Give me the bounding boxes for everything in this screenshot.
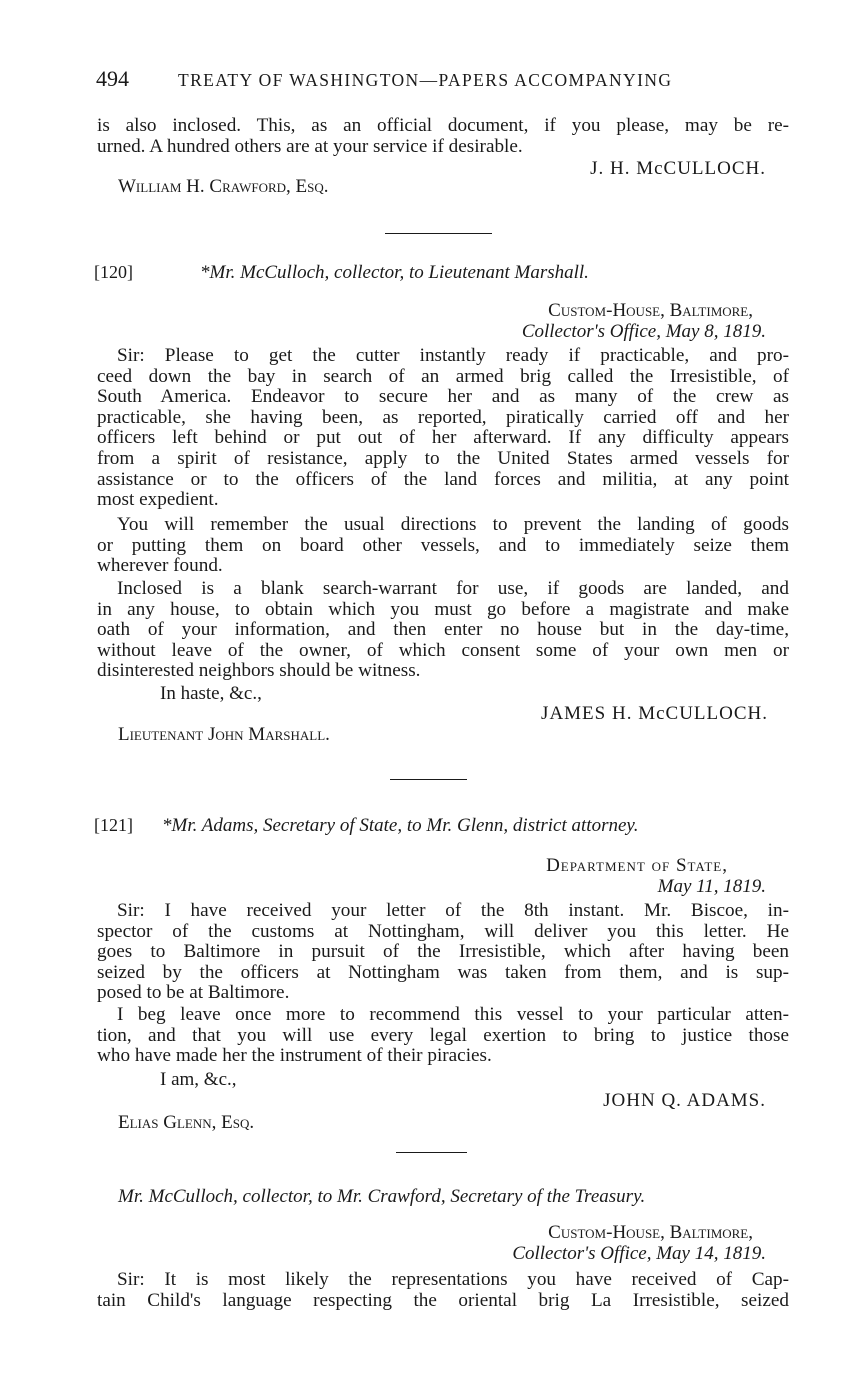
text-line: goes to Baltimore in pursuit of the Irresistible, which after having been — [97, 941, 789, 963]
text-line: practicable, she having been, as reported, piratically carried off and her — [97, 406, 789, 428]
text-line: South America. Endeavor to secure her and as many of the crew as — [97, 386, 789, 408]
text-line: disinterested neighbors should be witness. — [97, 660, 421, 682]
text-line: officers left behind or put out of her afterward. If any difficulty appears — [97, 427, 789, 449]
addressee: Lieutenant John Marshall. — [118, 724, 330, 745]
text-line: I beg leave once more to recommend this vessel to your particular atten- — [117, 1004, 789, 1025]
letter-title: *Mr. Adams, Secretary of State, to Mr. Glenn, district attorney. — [162, 815, 639, 836]
closing: I am, &c., — [160, 1069, 237, 1090]
text-line: wherever found. — [97, 555, 223, 577]
text-line: posed to be at Baltimore. — [97, 982, 290, 1004]
signature: JOHN Q. ADAMS. — [603, 1090, 766, 1111]
text-line: oath of your information, and then enter no house but in the day-time, — [97, 619, 789, 641]
text-line: Sir: It is most likely the representations you have received of Cap- — [117, 1269, 789, 1290]
letter-paragraph — [97, 1270, 789, 1311]
text-line: is also inclosed. This, as an official document, if you please, may be re- — [97, 115, 789, 136]
letter-date: May 11, 1819. — [657, 876, 766, 897]
text-line: most expedient. — [97, 489, 219, 511]
opening-paragraph — [97, 116, 789, 157]
section-divider — [390, 779, 467, 780]
section-divider — [396, 1152, 467, 1153]
text-line: ceed down the bay in search of an armed brig called the Irresistible, of — [97, 365, 789, 387]
text-line: without leave of the owner, of which consent some of your own men or — [97, 639, 789, 661]
text-line: urned. A hundred others are at your service if desirable. — [97, 135, 523, 157]
signature: JAMES H. McCULLOCH. — [541, 703, 768, 724]
text-line: Sir: Please to get the cutter instantly ready if practicable, and pro- — [117, 345, 789, 366]
text-line: tion, and that you will use every legal exertion to bring to justice those — [97, 1024, 789, 1046]
text-line: assistance or to the officers of the land forces and militia, at any point — [97, 468, 789, 490]
text-line: from a spirit of resistance, apply to the United States armed vessels for — [97, 447, 789, 469]
document-reference: [120] — [94, 262, 133, 282]
letter-paragraph — [97, 1005, 789, 1067]
text-line: seized by the officers at Nottingham was taken from them, and is sup- — [97, 961, 789, 983]
letter-paragraph — [97, 579, 789, 682]
letter-paragraph — [97, 515, 789, 577]
letter-place: Department of State, — [546, 855, 728, 876]
text-line: tain Child's language respecting the oriental brig La Irresistible, seized — [97, 1289, 789, 1311]
closing: In haste, &c., — [160, 683, 262, 704]
section-divider — [385, 233, 492, 234]
letter-place: Custom-House, Baltimore, — [548, 1222, 753, 1243]
text-line: Sir: I have received your letter of the 8th instant. Mr. Biscoe, in- — [117, 900, 789, 921]
letter-paragraph — [97, 346, 789, 511]
addressee: Elias Glenn, Esq. — [118, 1112, 255, 1133]
letter-title: Mr. McCulloch, collector, to Mr. Crawford, Secretary of the Treasury. — [118, 1186, 646, 1207]
text-line: Inclosed is a blank search-warrant for use, if goods are landed, and — [117, 578, 789, 599]
letter-place: Custom-House, Baltimore, — [548, 300, 753, 321]
letter-title: *Mr. McCulloch, collector, to Lieutenant Marshall. — [200, 262, 589, 283]
signature: J. H. McCULLOCH. — [590, 158, 766, 179]
addressee: William H. Crawford, Esq. — [118, 176, 329, 197]
letter-date: Collector's Office, May 14, 1819. — [512, 1243, 766, 1264]
text-line: spector of the customs at Nottingham, will deliver you this letter. He — [97, 920, 789, 942]
letter-date: Collector's Office, May 8, 1819. — [521, 321, 766, 342]
text-line: in any house, to obtain which you must go before a magistrate and make — [97, 598, 789, 620]
running-title: TREATY OF WASHINGTON—PAPERS ACCOMPANYING — [178, 70, 673, 90]
text-line: You will remember the usual directions to prevent the landing of goods — [117, 514, 789, 535]
text-line: or putting them on board other vessels, and to immediately seize them — [97, 534, 789, 556]
text-line: who have made her the instrument of their piracies. — [97, 1045, 492, 1067]
document-reference: [121] — [94, 815, 133, 835]
letter-paragraph — [97, 901, 789, 1004]
page-number: 494 — [96, 66, 129, 91]
